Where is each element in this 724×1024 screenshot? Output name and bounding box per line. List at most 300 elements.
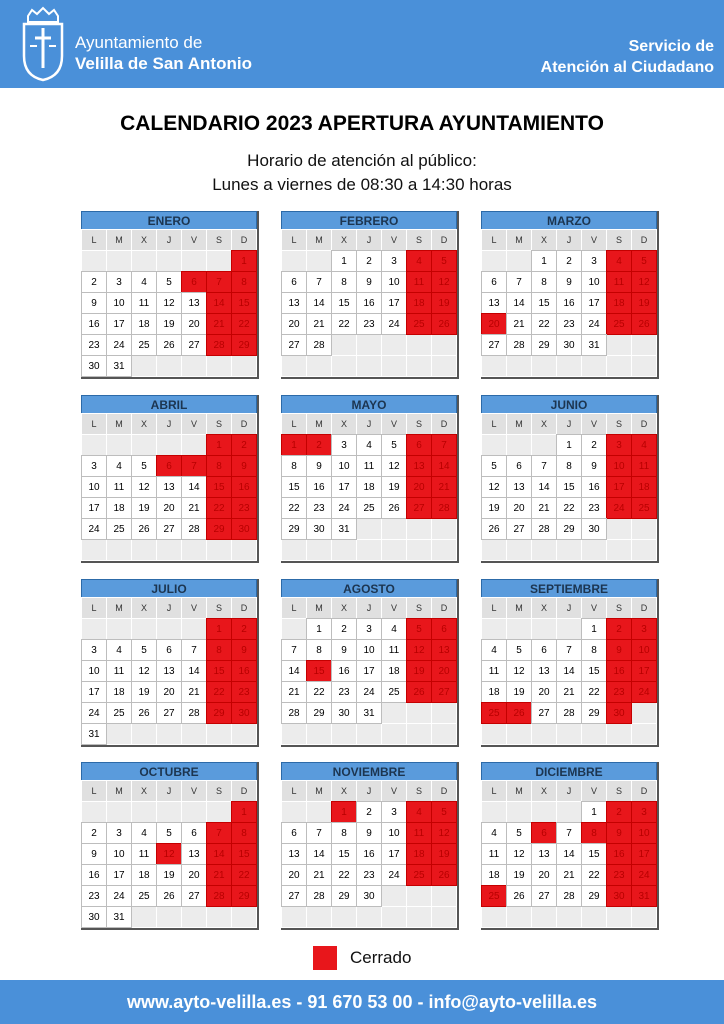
day-empty [482,907,506,927]
day-open: 11 [482,844,506,864]
day-open: 14 [557,661,581,681]
day-open: 9 [82,844,106,864]
month-days-grid [81,229,257,376]
weekday-label: X [332,598,356,618]
day-open: 21 [307,314,331,334]
page-title: CALENDARIO 2023 APERTURA AYUNTAMIENTO [120,112,604,135]
organization-name [75,32,252,74]
day-closed: 2 [232,435,256,455]
day-empty [482,619,506,639]
legend-closed-swatch [313,946,337,970]
weekday-label: D [632,781,656,801]
day-open: 10 [357,640,381,660]
day-open: 28 [182,703,206,723]
weekday-label: J [357,781,381,801]
day-open: 27 [282,886,306,906]
day-closed: 19 [632,293,656,313]
weekday-label: X [132,598,156,618]
day-open: 3 [332,435,356,455]
day-open: 15 [282,477,306,497]
weekday-label: D [232,414,256,434]
day-open: 25 [132,335,156,355]
day-empty [607,335,631,355]
day-empty [132,540,156,560]
day-closed: 17 [632,661,656,681]
day-open: 17 [82,682,106,702]
day-empty [282,540,306,560]
weekday-label: S [407,230,431,250]
day-closed: 18 [607,293,631,313]
month-diciembre [481,762,659,930]
month-name: OCTUBRE [81,762,257,780]
day-open: 17 [382,844,406,864]
day-empty [632,724,656,744]
day-empty [407,540,431,560]
weekday-label: D [432,230,456,250]
day-open: 22 [332,865,356,885]
day-empty [557,724,581,744]
day-empty [357,335,381,355]
day-open: 18 [357,477,381,497]
weekday-label: X [332,230,356,250]
day-open: 5 [132,640,156,660]
weekday-label: L [82,230,106,250]
day-closed: 28 [207,886,231,906]
day-open: 11 [107,477,131,497]
weekday-label: X [532,230,556,250]
day-empty [607,519,631,539]
day-empty [107,724,131,744]
day-open: 23 [357,314,381,334]
day-empty [107,435,131,455]
weekday-label: V [382,598,406,618]
day-closed: 21 [207,865,231,885]
weekday-label: V [382,414,406,434]
day-open: 3 [382,802,406,822]
weekday-label: J [357,414,381,434]
day-open: 13 [532,661,556,681]
weekday-label: L [482,230,506,250]
month-marzo [481,211,659,379]
day-open: 29 [532,335,556,355]
day-open: 3 [357,619,381,639]
day-empty [107,802,131,822]
day-open: 27 [182,335,206,355]
day-closed: 22 [207,498,231,518]
day-closed: 12 [632,272,656,292]
day-closed: 20 [407,477,431,497]
day-empty [507,907,531,927]
day-empty [357,724,381,744]
day-open: 30 [82,907,106,927]
month-junio [481,395,659,563]
day-open: 7 [307,272,331,292]
month-name: FEBRERO [281,211,457,229]
day-open: 13 [507,477,531,497]
day-closed: 26 [632,314,656,334]
day-empty [582,907,606,927]
weekday-label: V [182,598,206,618]
day-open: 18 [107,682,131,702]
day-empty [382,519,406,539]
day-open: 8 [557,456,581,476]
day-empty [82,251,106,271]
day-closed: 29 [207,519,231,539]
day-open: 1 [332,251,356,271]
weekday-label: V [582,230,606,250]
day-empty [432,519,456,539]
weekday-label: S [607,781,631,801]
day-closed: 19 [432,844,456,864]
day-empty [482,724,506,744]
day-open: 17 [382,293,406,313]
day-empty [532,435,556,455]
day-closed: 24 [632,682,656,702]
day-open: 7 [557,640,581,660]
day-empty [282,619,306,639]
day-open: 22 [282,498,306,518]
day-open: 20 [282,865,306,885]
day-open: 23 [582,498,606,518]
month-name: NOVIEMBRE [281,762,457,780]
day-empty [507,802,531,822]
day-empty [632,703,656,723]
day-closed: 25 [407,865,431,885]
day-empty [582,724,606,744]
day-open: 26 [382,498,406,518]
day-open: 21 [507,314,531,334]
day-closed: 17 [607,477,631,497]
day-empty [332,540,356,560]
day-empty [357,356,381,376]
day-open: 16 [332,661,356,681]
day-open: 14 [182,477,206,497]
day-open: 23 [307,498,331,518]
day-empty [532,356,556,376]
day-closed: 22 [232,865,256,885]
day-open: 30 [82,356,106,376]
weekday-label: S [607,230,631,250]
weekday-label: D [432,598,456,618]
day-open: 29 [307,703,331,723]
day-open: 19 [507,865,531,885]
day-open: 21 [182,498,206,518]
day-open: 27 [532,886,556,906]
day-empty [107,251,131,271]
day-open: 31 [107,356,131,376]
day-open: 13 [282,844,306,864]
day-open: 11 [382,640,406,660]
day-open: 20 [157,498,181,518]
day-open: 17 [357,661,381,681]
day-empty [632,907,656,927]
day-closed: 29 [232,886,256,906]
day-open: 29 [332,886,356,906]
day-empty [307,356,331,376]
day-open: 17 [107,314,131,334]
month-agosto [281,579,459,747]
day-open: 4 [482,823,506,843]
day-closed: 26 [432,865,456,885]
header-bar [0,0,724,88]
weekday-label: V [182,230,206,250]
day-empty [182,802,206,822]
day-empty [482,251,506,271]
day-closed: 4 [407,802,431,822]
weekday-label: J [157,414,181,434]
day-open: 11 [107,661,131,681]
day-open: 15 [582,661,606,681]
day-closed: 25 [632,498,656,518]
day-open: 5 [157,823,181,843]
day-empty [607,907,631,927]
day-empty [382,703,406,723]
day-open: 28 [182,519,206,539]
day-open: 7 [557,823,581,843]
weekday-label: X [332,781,356,801]
day-empty [532,619,556,639]
weekday-label: V [582,414,606,434]
month-name: DICIEMBRE [481,762,657,780]
day-closed: 5 [432,251,456,271]
day-open: 2 [332,619,356,639]
day-empty [557,802,581,822]
day-open: 19 [382,477,406,497]
day-empty [232,540,256,560]
day-open: 26 [157,886,181,906]
month-name: ABRIL [81,395,257,413]
day-open: 19 [507,682,531,702]
weekday-label: J [557,230,581,250]
day-open: 21 [307,865,331,885]
day-empty [332,724,356,744]
day-open: 30 [557,335,581,355]
weekday-label: M [107,598,131,618]
month-days-grid [281,780,457,927]
day-open: 2 [557,251,581,271]
day-empty [407,703,431,723]
day-empty [407,519,431,539]
day-open: 31 [357,703,381,723]
day-closed: 28 [432,498,456,518]
weekday-label: M [507,414,531,434]
day-empty [132,802,156,822]
day-open: 8 [307,640,331,660]
day-empty [132,724,156,744]
month-mayo [281,395,459,563]
weekday-label: L [282,230,306,250]
day-closed: 6 [407,435,431,455]
day-open: 27 [157,519,181,539]
day-open: 21 [557,865,581,885]
day-open: 12 [132,477,156,497]
day-closed: 11 [407,823,431,843]
day-open: 21 [182,682,206,702]
day-open: 10 [82,477,106,497]
day-empty [107,619,131,639]
day-closed: 29 [207,703,231,723]
day-open: 23 [82,335,106,355]
day-closed: 5 [407,619,431,639]
weekday-label: L [482,781,506,801]
day-empty [82,435,106,455]
day-open: 2 [82,272,106,292]
day-closed: 20 [432,661,456,681]
day-empty [82,619,106,639]
weekday-label: L [482,598,506,618]
day-open: 3 [382,251,406,271]
weekday-label: M [107,414,131,434]
weekday-label: J [557,598,581,618]
day-open: 16 [307,477,331,497]
day-open: 24 [107,335,131,355]
weekday-label: J [357,598,381,618]
day-open: 26 [132,703,156,723]
day-open: 14 [182,661,206,681]
day-open: 24 [82,519,106,539]
day-open: 4 [107,456,131,476]
day-open: 4 [357,435,381,455]
day-closed: 10 [607,456,631,476]
weekday-label: L [282,781,306,801]
day-open: 16 [82,865,106,885]
weekday-label: M [507,781,531,801]
day-closed: 26 [507,703,531,723]
day-empty [432,335,456,355]
day-open: 12 [132,661,156,681]
schedule-hours: Lunes a viernes de 08:30 a 14:30 horas [212,175,512,194]
day-open: 10 [332,456,356,476]
day-empty [107,540,131,560]
weekday-label: L [282,414,306,434]
day-empty [507,619,531,639]
day-open: 5 [507,823,531,843]
day-open: 5 [482,456,506,476]
day-open: 16 [357,293,381,313]
day-open: 5 [157,272,181,292]
day-empty [307,907,331,927]
day-open: 6 [282,823,306,843]
day-closed: 2 [607,802,631,822]
day-open: 17 [82,498,106,518]
day-empty [382,907,406,927]
month-febrero [281,211,459,379]
day-closed: 23 [607,682,631,702]
day-closed: 12 [432,272,456,292]
weekday-label: D [432,414,456,434]
weekday-label: M [107,230,131,250]
day-open: 22 [532,314,556,334]
day-empty [307,540,331,560]
day-closed: 21 [432,477,456,497]
day-closed: 26 [407,682,431,702]
day-empty [482,802,506,822]
day-open: 12 [482,477,506,497]
day-open: 17 [107,865,131,885]
day-open: 12 [507,844,531,864]
day-open: 18 [132,314,156,334]
weekday-label: X [132,230,156,250]
day-empty [207,356,231,376]
day-empty [507,356,531,376]
day-empty [382,356,406,376]
day-empty [357,519,381,539]
weekday-label: D [432,781,456,801]
day-closed: 9 [232,640,256,660]
weekday-label: D [632,414,656,434]
weekday-label: X [532,414,556,434]
day-closed: 29 [232,335,256,355]
day-closed: 24 [607,498,631,518]
day-closed: 19 [432,293,456,313]
day-open: 21 [532,498,556,518]
weekday-label: L [82,781,106,801]
day-closed: 31 [632,886,656,906]
weekday-label: D [232,781,256,801]
day-open: 19 [132,682,156,702]
day-open: 3 [82,640,106,660]
day-empty [382,886,406,906]
day-closed: 30 [607,886,631,906]
day-open: 5 [507,640,531,660]
day-open: 31 [82,724,106,744]
day-open: 10 [107,293,131,313]
day-closed: 3 [632,802,656,822]
day-closed: 9 [607,640,631,660]
day-closed: 15 [232,844,256,864]
day-open: 6 [182,823,206,843]
day-open: 10 [82,661,106,681]
day-empty [632,356,656,376]
day-open: 4 [132,823,156,843]
day-empty [432,703,456,723]
day-open: 29 [582,886,606,906]
weekday-label: S [607,414,631,434]
day-open: 22 [582,865,606,885]
day-empty [557,540,581,560]
day-closed: 10 [632,823,656,843]
day-empty [82,540,106,560]
day-empty [282,724,306,744]
day-closed: 30 [232,519,256,539]
day-open: 25 [132,886,156,906]
day-empty [532,802,556,822]
day-open: 21 [282,682,306,702]
day-open: 27 [532,703,556,723]
day-open: 27 [482,335,506,355]
day-closed: 7 [207,272,231,292]
day-empty [332,356,356,376]
day-closed: 20 [482,314,506,334]
day-open: 29 [282,519,306,539]
day-open: 18 [382,661,406,681]
day-closed: 30 [232,703,256,723]
day-open: 9 [307,456,331,476]
month-days-grid [481,413,657,560]
day-open: 14 [282,661,306,681]
weekday-label: X [532,598,556,618]
day-empty [507,435,531,455]
month-days-grid [281,413,457,560]
day-closed: 13 [407,456,431,476]
day-closed: 1 [207,435,231,455]
weekday-label: V [182,781,206,801]
weekday-label: L [282,598,306,618]
weekday-label: L [82,598,106,618]
day-open: 6 [282,272,306,292]
day-empty [532,907,556,927]
day-open: 26 [482,519,506,539]
